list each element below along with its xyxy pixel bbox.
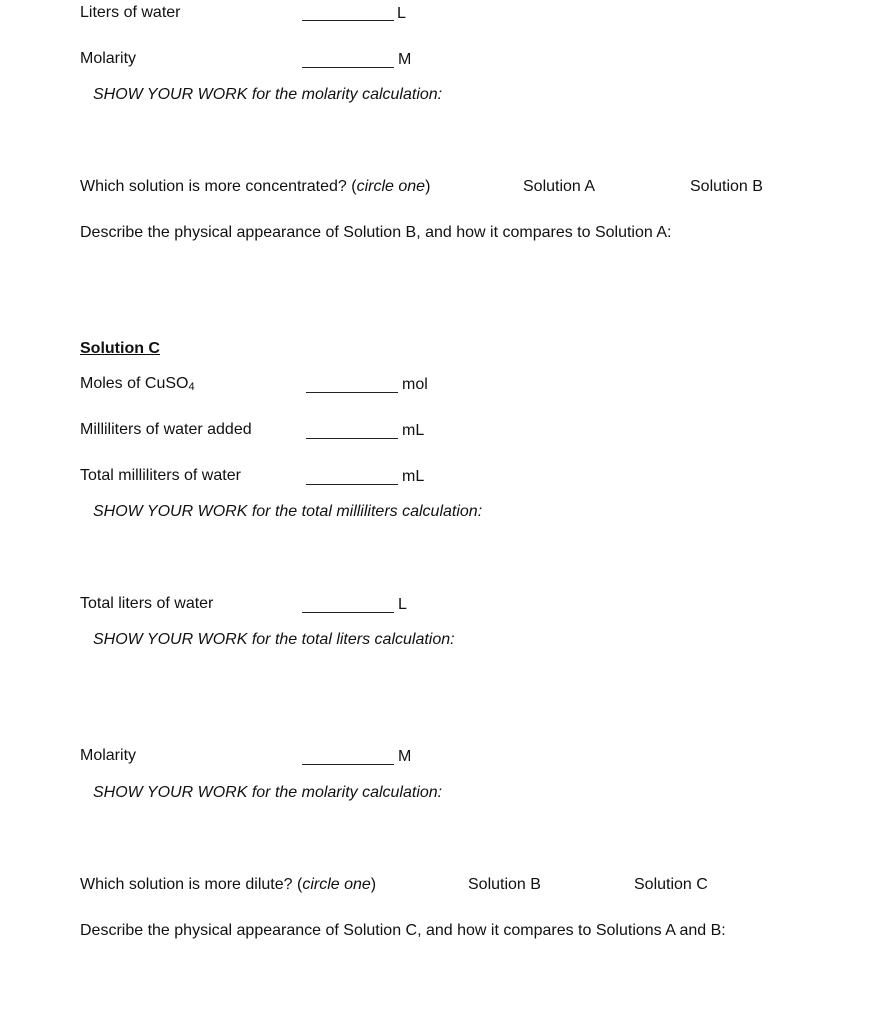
choice-solution-a[interactable]: Solution A — [523, 178, 596, 195]
liters-unit: L — [397, 5, 406, 22]
ml-added-label: Milliliters of water added — [80, 421, 252, 438]
moles-blank[interactable] — [306, 392, 398, 393]
choice-solution-c[interactable]: Solution C — [634, 876, 708, 893]
choice-solution-b[interactable]: Solution B — [690, 178, 763, 195]
solution-c-heading: Solution C — [80, 340, 160, 357]
total-ml-label: Total milliliters of water — [80, 467, 241, 484]
molarity-c-blank[interactable] — [302, 764, 394, 765]
molarity-c-label: Molarity — [80, 747, 137, 764]
total-ml-work-instruction: SHOW YOUR WORK for the total milliliters calculation: — [93, 503, 483, 520]
moles-cuso4-label: Moles of CuSO$_4$ — [80, 375, 195, 393]
molarity-blank[interactable] — [302, 67, 394, 68]
total-liters-label: Total liters of water — [80, 595, 214, 612]
choice-solution-b-dilute[interactable]: Solution B — [468, 876, 541, 893]
ml-added-blank[interactable] — [306, 438, 398, 439]
describe-solution-c: Describe the physical appearance of Solution C, and how it compares to Solutions A and B: — [80, 922, 726, 939]
liters-of-water-label: Liters of water — [80, 4, 181, 21]
molarity-work-instruction: SHOW YOUR WORK for the molarity calculation: — [93, 86, 443, 103]
molarity-c-unit: M — [398, 748, 412, 765]
concentrated-question: Which solution is more concentrated? (circle one) — [80, 178, 431, 195]
total-ml-unit: mL — [402, 468, 425, 485]
describe-solution-b: Describe the physical appearance of Solution B, and how it compares to Solution A: — [80, 224, 672, 241]
total-liters-blank[interactable] — [302, 612, 394, 613]
moles-unit: mol — [402, 376, 428, 393]
total-liters-work-instruction: SHOW YOUR WORK for the total liters calculation: — [93, 631, 455, 648]
dilute-question: Which solution is more dilute? (circle one) — [80, 876, 377, 893]
molarity-c-work-instruction: SHOW YOUR WORK for the molarity calculation: — [93, 784, 443, 801]
ml-added-unit: mL — [402, 422, 425, 439]
total-liters-unit: L — [398, 596, 407, 613]
liters-of-water-blank[interactable] — [302, 20, 394, 21]
total-ml-blank[interactable] — [306, 484, 398, 485]
molarity-unit: M — [398, 51, 412, 68]
molarity-label: Molarity — [80, 50, 137, 67]
